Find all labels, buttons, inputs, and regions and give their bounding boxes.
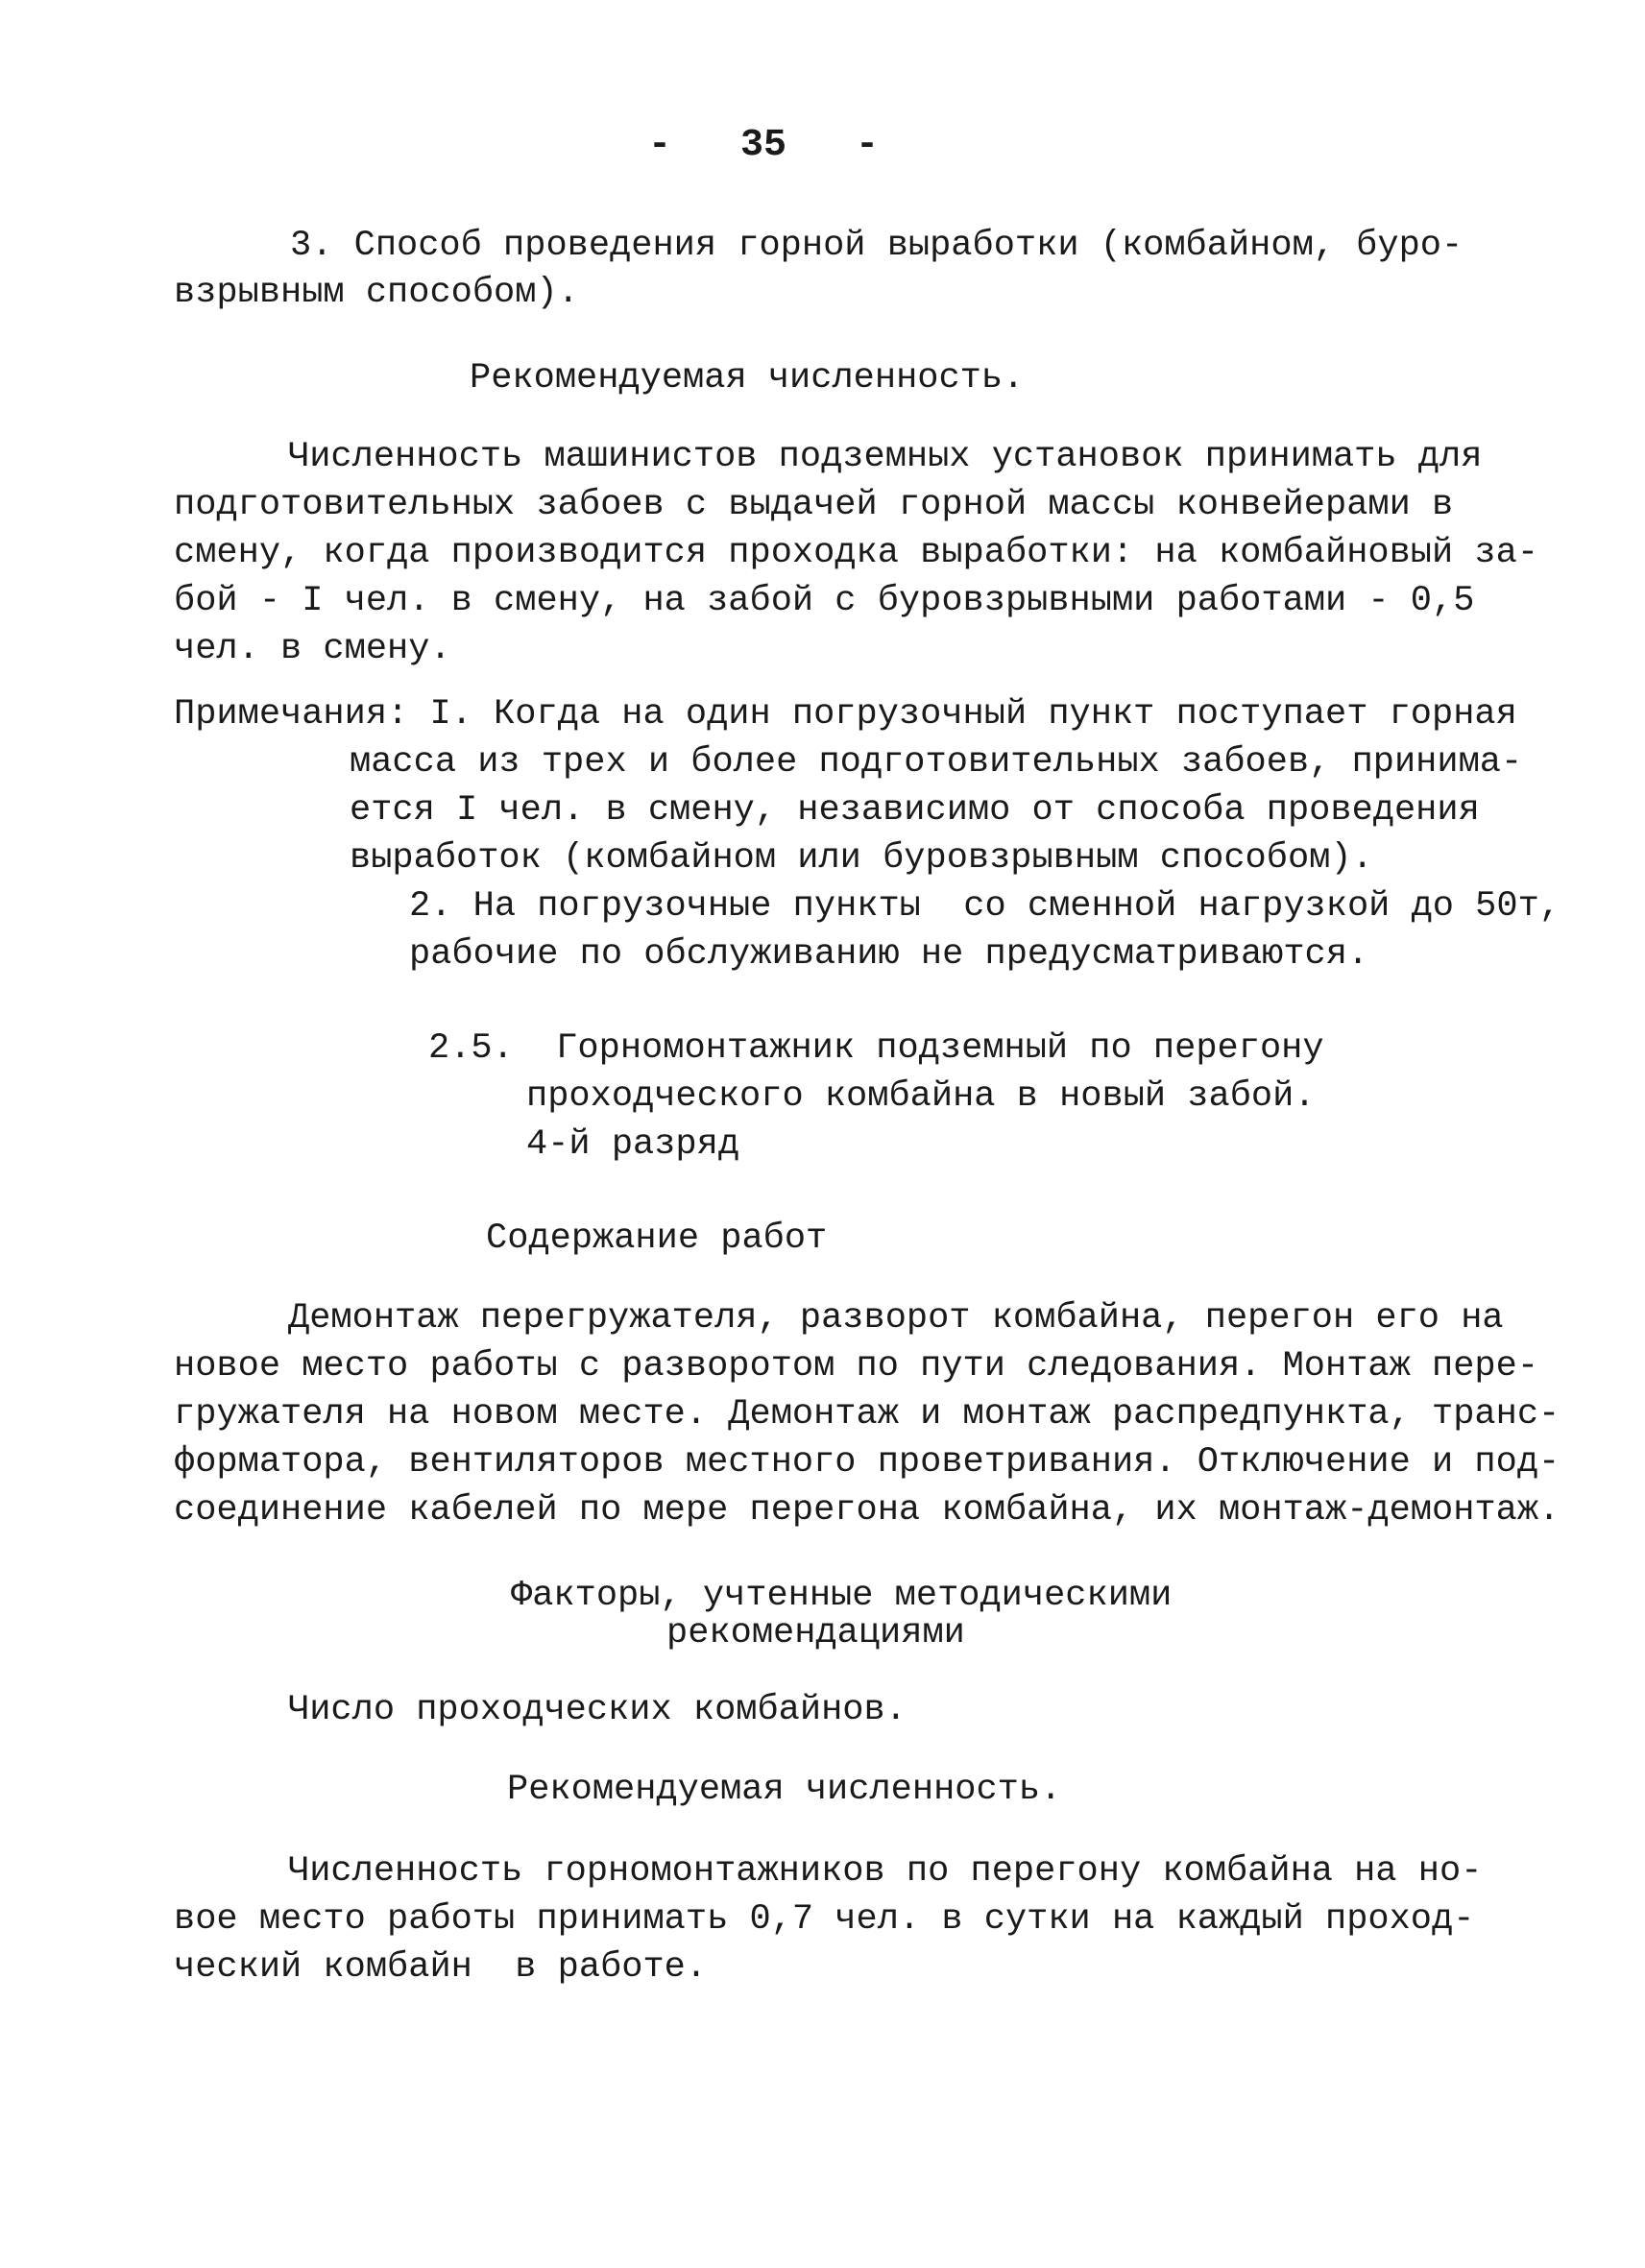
factor-line: Число проходческих комбайнов. — [288, 1690, 907, 1730]
item3-line-1: 3. Способ проведения горной выработки (комбайном, буро- — [290, 226, 1464, 266]
heading-content: Содержание работ — [486, 1218, 828, 1259]
recommended-1-line-3: смену, когда производится проходка выработки: на комбайновый за- — [174, 533, 1539, 573]
note2-line-1: 2. На погрузочные пункты со сменной нагрузкой до 50т, — [409, 886, 1560, 927]
recommended-1-line-4: бой - I чел. в смену, на забой с буровзрывными работами - 0,5 — [174, 581, 1475, 621]
recommended-2-line-1: Численность горномонтажников по перегону комбайна на но- — [288, 1851, 1483, 1892]
section-title-line-1: 2.5. Горномонтажник подземный по перегону — [428, 1028, 1324, 1069]
notes-label-line: Примечания: I. Когда на один погрузочный пункт поступает горная — [174, 694, 1517, 735]
note1-line-3: выработок (комбайном или буровзрывным способом). — [350, 838, 1373, 879]
note1-line-2: ется I чел. в смену, независимо от способа проведения — [350, 790, 1480, 831]
recommended-1-line-5: чел. в смену. — [174, 629, 451, 669]
note1-line-1: масса из трех и более подготовительных забоев, принима- — [350, 742, 1523, 783]
section-rank: 4-й разряд — [526, 1124, 740, 1165]
recommended-1-line-1: Численность машинистов подземных установок принимать для — [288, 437, 1483, 477]
item3-line-2: взрывным способом). — [174, 273, 579, 313]
content-line-1: Демонтаж перегружателя, разворот комбайна, перегон его на — [288, 1298, 1504, 1339]
content-line-5: соединение кабелей по мере перегона комбайна, их монтаж-демонтаж. — [174, 1490, 1560, 1531]
heading-factors-line-1: Факторы, учтенные методическими — [511, 1576, 1173, 1616]
content-line-2: новое место работы с разворотом по пути следования. Монтаж пере- — [174, 1346, 1539, 1387]
content-line-4: форматора, вентиляторов местного проветривания. Отключение и под- — [174, 1442, 1560, 1483]
recommended-2-line-3: ческий комбайн в работе. — [174, 1947, 708, 1988]
content-line-3: гружателя на новом месте. Демонтаж и монтаж распредпункта, транс- — [174, 1394, 1560, 1435]
heading-recommended-2: Рекомендуемая численность. — [507, 1770, 1062, 1810]
note2-line-2: рабочие по обслуживанию не предусматриваются. — [409, 934, 1369, 975]
heading-factors-line-2: рекомендациями — [666, 1613, 965, 1653]
recommended-1-line-2: подготовительных забоев с выдачей горной массы конвейерами в — [174, 485, 1454, 525]
page-number: - 35 - — [648, 124, 880, 167]
section-title-line-2: проходческого комбайна в новый забой. — [526, 1076, 1316, 1117]
heading-recommended-1: Рекомендуемая численность. — [470, 358, 1025, 398]
recommended-2-line-2: вое место работы принимать 0,7 чел. в сутки на каждый проход- — [174, 1899, 1475, 1940]
